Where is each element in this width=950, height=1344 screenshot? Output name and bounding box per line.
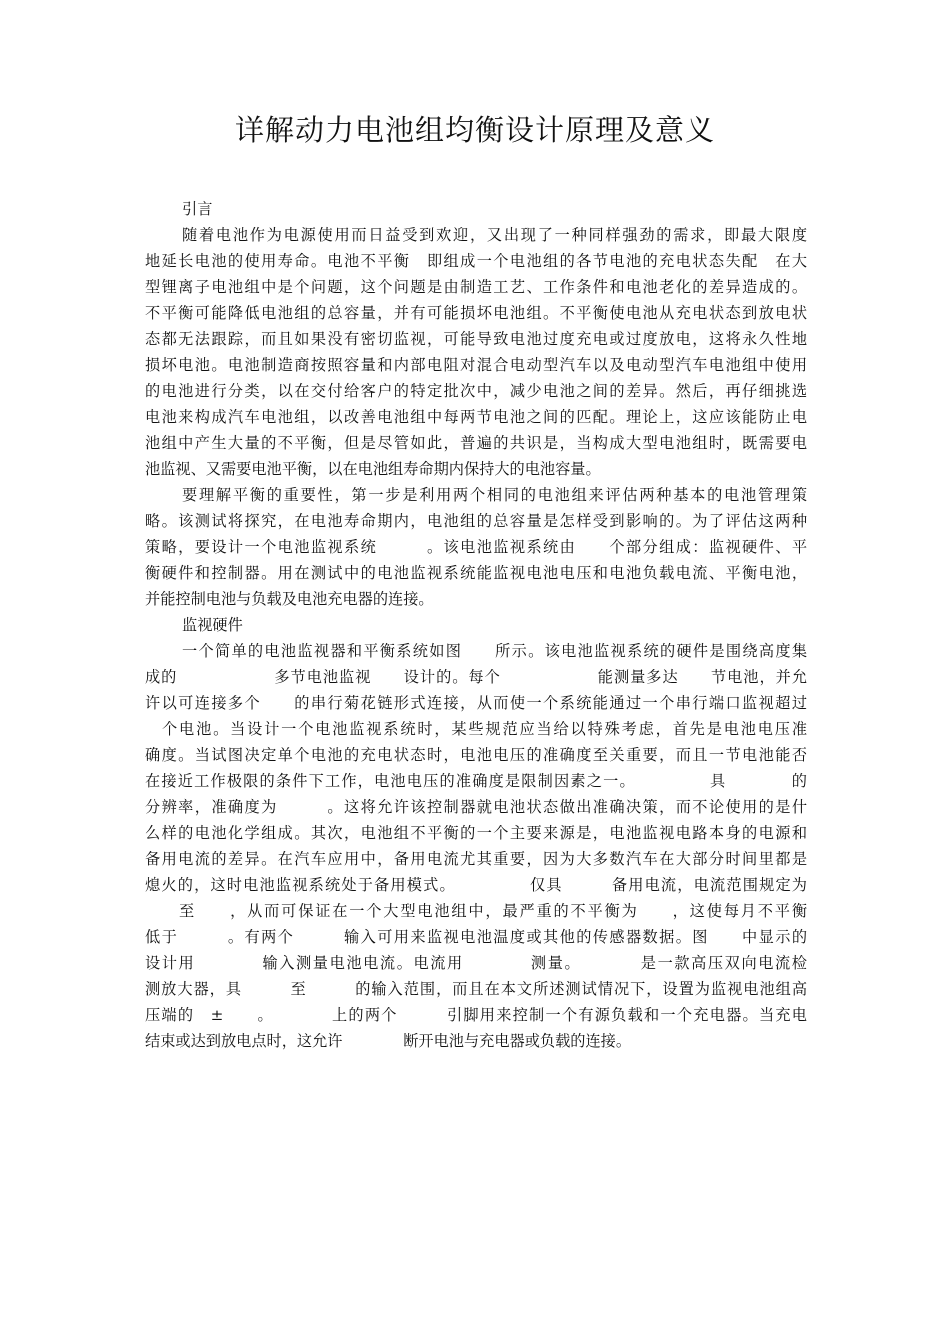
text-line: 分辨率，准确度为 。这将允许该控制器就电池状态做出准确决策，而不论使用的是什	[145, 798, 807, 816]
text-line: 至 ，从而可保证在一个大型电池组中，最严重的不平衡为 ，这使每月不平衡	[145, 902, 807, 920]
text-line: 电池来构成汽车电池组，以改善电池组中每两节电池之间的匹配。理论上，这应该能防止电	[145, 408, 807, 426]
text-line: 随着电池作为电源使用而日益受到欢迎，又出现了一种同样强劲的需求，即最大限度	[182, 226, 807, 244]
text-line: 并能控制电池与负载及电池充电器的连接。	[145, 590, 434, 608]
text-line: 确度。当试图决定单个电池的充电状态时，电池电压的准确度至关重要，而且一节电池能否	[145, 746, 807, 764]
text-line: 地延长电池的使用寿命。电池不平衡 即组成一个电池组的各节电池的充电状态失配 在大	[145, 252, 807, 270]
text-line: 备用电流的差异。在汽车应用中，备用电流尤其重要，因为大多数汽车在大部分时间里都是	[145, 850, 807, 868]
text-line: 池监视、又需要电池平衡，以在电池组寿命期内保持大的电池容量。	[145, 460, 601, 478]
text-line: 引言	[182, 200, 213, 218]
text-line: 略。该测试将探究，在电池寿命期内，电池组的总容量是怎样受到影响的。为了评估这两种	[145, 512, 807, 530]
text-line: 个电池。当设计一个电池监视系统时，某些规范应当给以特殊考虑，首先是电池电压准	[145, 720, 807, 738]
text-line: 成的 多节电池监视 设计的。每个 能测量多达 节电池，并允	[145, 668, 807, 686]
text-line: 衡硬件和控制器。用在测试中的电池监视系统能监视电池电压和电池负载电流、平衡电池，	[145, 564, 807, 582]
text-line: 池组中产生大量的不平衡，但是尽管如此，普遍的共识是，当构成大型电池组时，既需要电	[145, 434, 807, 452]
text-line: 低于 。有两个 输入可用来监视电池温度或其他的传感器数据。图 中显示的	[145, 928, 807, 946]
text-line: 压端的 ± 。 上的两个 引脚用来控制一个有源负载和一个充电器。当充电	[145, 1006, 807, 1024]
document-body	[145, 196, 807, 1054]
text-line: 一个简单的电池监视器和平衡系统如图 所示。该电池监视系统的硬件是围绕高度集	[182, 642, 807, 660]
text-line: 不平衡可能降低电池组的总容量，并有可能损坏电池组。不平衡使电池从充电状态到放电状	[145, 304, 807, 322]
text-line: 策略，要设计一个电池监视系统 。该电池监视系统由 个部分组成：监视硬件、平	[145, 538, 807, 556]
text-line: 设计用 输入测量电池电流。电流用 测量。 是一款高压双向电流检	[145, 954, 807, 972]
text-line: 熄火的，这时电池监视系统处于备用模式。 仅具 备用电流，电流范围规定为	[145, 876, 807, 894]
text-line: 态都无法跟踪，而且如果没有密切监视，可能导致电池过度充电或过度放电，这将永久性地	[145, 330, 807, 348]
text-line: 型锂离子电池组中是个问题，这个问题是由制造工艺、工作条件和电池老化的差异造成的。	[145, 278, 807, 296]
text-line: 损坏电池。电池制造商按照容量和内部电阻对混合电动型汽车以及电动型汽车电池组中使用	[145, 356, 807, 374]
text-line: 的电池进行分类，以在交付给客户的特定批次中，减少电池之间的差异。然后，再仔细挑选	[145, 382, 807, 400]
text-line: 许以可连接多个 的串行菊花链形式连接，从而使一个系统能通过一个串行端口监视超过	[145, 694, 807, 712]
text-line: 监视硬件	[182, 616, 243, 634]
document-title: 详解动力电池组均衡设计原理及意义	[234, 113, 715, 147]
text-line: 在接近工作极限的条件下工作，电池电压的准确度是限制因素之一。 具 的	[145, 772, 807, 790]
text-line: 么样的电池化学组成。其次，电池组不平衡的一个主要来源是，电池监视电路本身的电源和	[145, 824, 807, 842]
text-line: 要理解平衡的重要性，第一步是利用两个相同的电池组来评估两种基本的电池管理策	[182, 486, 807, 504]
text-line: 测放大器，具 至 的输入范围，而且在本文所述测试情况下，设置为监视电池组高	[145, 980, 807, 998]
text-line: 结束或达到放电点时，这允许 断开电池与充电器或负载的连接。	[145, 1032, 631, 1050]
